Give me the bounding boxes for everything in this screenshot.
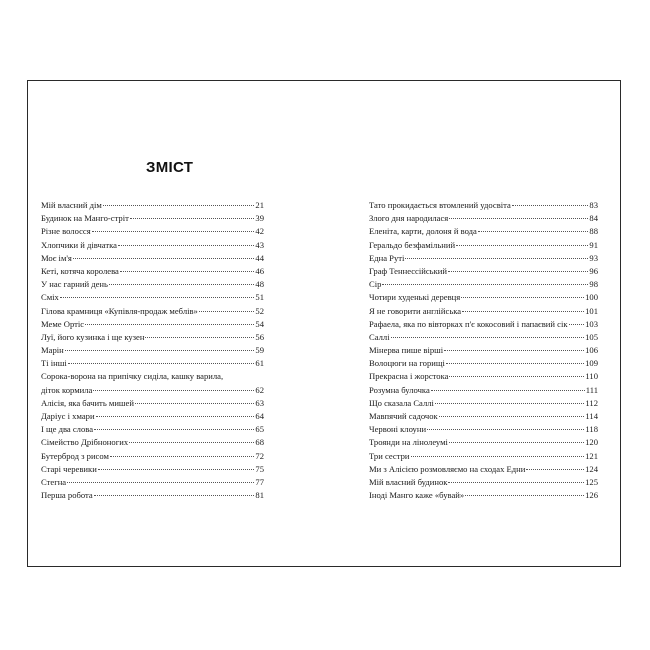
leader-dots bbox=[411, 456, 585, 457]
toc-entry bbox=[369, 397, 598, 410]
toc-entry-page: 62 bbox=[255, 384, 264, 395]
toc-entry-title: Чотири худенькі деревця bbox=[369, 292, 461, 303]
toc-entry bbox=[41, 225, 264, 238]
toc-entry bbox=[369, 278, 598, 291]
toc-entry-page: 42 bbox=[255, 226, 264, 237]
toc-entry-title: У нас гарний день bbox=[41, 279, 108, 290]
toc-entry-title: Една Руті bbox=[369, 252, 405, 263]
leader-dots bbox=[439, 416, 585, 417]
toc-entry bbox=[41, 199, 264, 212]
toc-entry bbox=[41, 291, 264, 304]
toc-entry-title: Червоні клоуни bbox=[369, 424, 427, 435]
toc-entry bbox=[41, 423, 264, 436]
toc-entry bbox=[41, 344, 264, 357]
toc-entry-title: Будинок на Манго-стріт bbox=[41, 213, 129, 224]
toc-entry bbox=[41, 252, 264, 265]
toc-entry-title: Рафаела, яка по вівторках п'є кокосовий і папаєвий сік bbox=[369, 318, 568, 329]
toc-entry-page: 120 bbox=[585, 437, 598, 448]
toc-entry bbox=[369, 423, 598, 436]
leader-dots bbox=[120, 271, 255, 272]
leader-dots bbox=[444, 350, 584, 351]
toc-entry-page: 126 bbox=[585, 490, 598, 501]
leader-dots bbox=[85, 324, 254, 325]
toc-entry bbox=[369, 476, 598, 489]
toc-entry-page: 83 bbox=[589, 200, 598, 210]
leader-dots bbox=[92, 231, 255, 232]
toc-entry-title: Геральдо безфамільний bbox=[369, 239, 456, 250]
toc-entry-title: Злого дня народилася bbox=[369, 213, 449, 224]
toc-entry bbox=[369, 265, 598, 278]
toc-entry-page: 43 bbox=[255, 239, 264, 250]
toc-entry-title: Мій власний будинок bbox=[369, 476, 448, 487]
toc-entry-page: 101 bbox=[585, 305, 598, 316]
toc-entry bbox=[41, 357, 264, 370]
leader-dots bbox=[60, 297, 255, 298]
toc-entry-title: Волоцюги на горищі bbox=[369, 358, 445, 369]
leader-dots bbox=[94, 495, 255, 496]
toc-entry bbox=[41, 410, 264, 423]
leader-dots bbox=[449, 218, 588, 219]
toc-entry-title-continued: діток кормила bbox=[41, 384, 93, 395]
toc-entry bbox=[41, 239, 264, 252]
leader-dots bbox=[73, 258, 255, 259]
toc-entry bbox=[41, 436, 264, 449]
toc-entry-title: Сір bbox=[369, 279, 382, 290]
leader-dots bbox=[382, 284, 588, 285]
toc-entry-page: 88 bbox=[589, 226, 598, 237]
toc-entry bbox=[369, 450, 598, 463]
toc-entry bbox=[369, 318, 598, 331]
toc-entry-page: 46 bbox=[255, 265, 264, 276]
toc-entry bbox=[41, 305, 264, 318]
toc-entry bbox=[369, 212, 598, 225]
toc-entry bbox=[41, 450, 264, 463]
toc-entry bbox=[369, 239, 598, 252]
toc-entry-title: Сорока-ворона на припічку сиділа, кашку варила, bbox=[41, 371, 224, 382]
leader-dots bbox=[135, 403, 254, 404]
toc-entry-page: 21 bbox=[255, 200, 264, 210]
toc-entry-page: 96 bbox=[589, 265, 598, 276]
toc-entry-page: 48 bbox=[255, 279, 264, 290]
toc-entry-page: 124 bbox=[585, 463, 598, 474]
toc-entry-page: 98 bbox=[589, 279, 598, 290]
toc-entry-title: Хлопчики й дівчатка bbox=[41, 239, 118, 250]
toc-entry-page: 125 bbox=[585, 476, 598, 487]
leader-dots bbox=[449, 376, 584, 377]
leader-dots bbox=[110, 456, 254, 457]
toc-entry-title: Гілова крамниця «Купівля-продаж меблів» bbox=[41, 305, 198, 316]
toc-entry-title: Тато прокидається втомлений удосвіта bbox=[369, 200, 511, 210]
toc-entry-page: 39 bbox=[255, 213, 264, 224]
toc-entry-page: 65 bbox=[255, 424, 264, 435]
leader-dots bbox=[448, 271, 588, 272]
toc-entry bbox=[41, 489, 264, 502]
toc-entry-page: 105 bbox=[585, 331, 598, 342]
toc-entry bbox=[369, 344, 598, 357]
toc-entry-title: Стегна bbox=[41, 476, 67, 487]
toc-entry-title: Перша робота bbox=[41, 490, 93, 501]
toc-entry-page: 52 bbox=[255, 305, 264, 316]
toc-column-right bbox=[369, 199, 598, 502]
toc-entry bbox=[369, 436, 598, 449]
toc-entry-page: 121 bbox=[585, 450, 598, 461]
leader-dots bbox=[96, 416, 255, 417]
leader-dots bbox=[103, 205, 255, 206]
toc-entry-title: Старі черевики bbox=[41, 463, 97, 474]
toc-entry-title: Сміх bbox=[41, 292, 59, 303]
toc-entry bbox=[41, 318, 264, 331]
toc-entry-title: Прекрасна і жорстока bbox=[369, 371, 449, 382]
toc-entry-title: Троянди на лінолеумі bbox=[369, 437, 448, 448]
leader-dots bbox=[130, 218, 255, 219]
toc-entry bbox=[41, 212, 264, 225]
toc-entry bbox=[369, 357, 598, 370]
toc-entry-page: 72 bbox=[255, 450, 264, 461]
leader-dots bbox=[569, 324, 585, 325]
toc-entry bbox=[369, 199, 598, 212]
leader-dots bbox=[462, 311, 584, 312]
leader-dots bbox=[456, 245, 588, 246]
toc-entry bbox=[41, 397, 264, 410]
leader-dots bbox=[67, 482, 254, 483]
toc-entry-title: Граф Теннессійський bbox=[369, 265, 447, 276]
toc-entry-page: 118 bbox=[585, 424, 598, 435]
toc-entry-title: Ми з Алісією розмовляємо на сходах Едни bbox=[369, 463, 526, 474]
toc-entry bbox=[41, 265, 264, 278]
leader-dots bbox=[68, 363, 255, 364]
toc-entry-page: 111 bbox=[585, 384, 598, 395]
toc-entry-page: 63 bbox=[255, 397, 264, 408]
toc-entry-title: Мінерва пише вірші bbox=[369, 345, 444, 356]
toc-entry bbox=[369, 305, 598, 318]
leader-dots bbox=[435, 403, 585, 404]
toc-entry-page: 77 bbox=[255, 476, 264, 487]
toc-entry-page: 59 bbox=[255, 345, 264, 356]
leader-dots bbox=[129, 442, 254, 443]
toc-entry-page: 112 bbox=[585, 397, 598, 408]
toc-entry-title: Що сказала Саллі bbox=[369, 397, 434, 408]
toc-entry-title: Розумна булочка bbox=[369, 384, 430, 395]
toc-entry-page: 61 bbox=[255, 358, 264, 369]
toc-entry-page: 103 bbox=[585, 318, 598, 329]
toc-entry-title: І ще два слова bbox=[41, 424, 94, 435]
leader-dots bbox=[199, 311, 255, 312]
toc-entry bbox=[41, 476, 264, 489]
toc-entry bbox=[369, 252, 598, 265]
toc-entry-page: 84 bbox=[589, 213, 598, 224]
leader-dots bbox=[93, 390, 254, 391]
toc-entry-title: Мавпячий садочок bbox=[369, 411, 438, 421]
toc-entry-page: 64 bbox=[255, 411, 264, 421]
toc-entry-title: Даріус і хмари bbox=[41, 411, 95, 421]
toc-entry bbox=[41, 278, 264, 291]
toc-entry-page: 114 bbox=[585, 411, 598, 421]
toc-entry-title: Іноді Манго каже «бувай» bbox=[369, 490, 465, 501]
toc-entry bbox=[41, 370, 264, 396]
toc-entry-title: Ті інші bbox=[41, 358, 67, 369]
toc-heading: ЗМІСТ bbox=[146, 159, 194, 176]
leader-dots bbox=[461, 297, 584, 298]
toc-entry-page: 91 bbox=[589, 239, 598, 250]
toc-entry-title: Алісія, яка бачить мишей bbox=[41, 397, 134, 408]
toc-entry bbox=[369, 384, 598, 397]
toc-entry bbox=[41, 331, 264, 344]
toc-entry-page: 68 bbox=[255, 437, 264, 448]
leader-dots bbox=[449, 442, 584, 443]
toc-entry bbox=[369, 489, 598, 502]
leader-dots bbox=[145, 337, 254, 338]
toc-entry bbox=[369, 331, 598, 344]
toc-entry-title: Бутерброд з рисом bbox=[41, 450, 109, 461]
toc-entry-page: 54 bbox=[255, 318, 264, 329]
toc-entry-title: Саллі bbox=[369, 331, 390, 342]
toc-entry-page: 93 bbox=[589, 252, 598, 263]
toc-entry-page: 44 bbox=[255, 252, 264, 263]
toc-entry-title: Три сестри bbox=[369, 450, 410, 461]
leader-dots bbox=[446, 363, 584, 364]
toc-entry-title: Марін bbox=[41, 345, 64, 356]
toc-entry-page: 106 bbox=[585, 345, 598, 356]
leader-dots bbox=[427, 429, 584, 430]
toc-entry-title: Мій власний дім bbox=[41, 200, 102, 210]
toc-entry-title: Меме Ортіс bbox=[41, 318, 85, 329]
leader-dots bbox=[109, 284, 255, 285]
leader-dots bbox=[478, 231, 589, 232]
leader-dots bbox=[94, 429, 254, 430]
leader-dots bbox=[448, 482, 584, 483]
leader-dots bbox=[118, 245, 254, 246]
toc-entry-page: 51 bbox=[255, 292, 264, 303]
toc-entry-title: Луї, його кузинка і ще кузен bbox=[41, 331, 145, 342]
toc-entry-page: 100 bbox=[585, 292, 598, 303]
toc-entry bbox=[369, 463, 598, 476]
leader-dots bbox=[65, 350, 255, 351]
leader-dots bbox=[391, 337, 585, 338]
toc-entry-page: 110 bbox=[585, 371, 598, 382]
toc-entry bbox=[369, 291, 598, 304]
toc-entry bbox=[41, 463, 264, 476]
leader-dots bbox=[98, 469, 255, 470]
toc-entry-title: Я не говорити англійська bbox=[369, 305, 462, 316]
leader-dots bbox=[512, 205, 589, 206]
toc-entry-title: Моє ім'я bbox=[41, 252, 72, 263]
leader-dots bbox=[526, 469, 584, 470]
toc-entry-title: Різне волосся bbox=[41, 226, 91, 237]
toc-entry-page: 56 bbox=[255, 331, 264, 342]
leader-dots bbox=[465, 495, 584, 496]
leader-dots bbox=[405, 258, 588, 259]
toc-entry-page: 81 bbox=[255, 490, 264, 501]
toc-entry-title: Кеті, котяча королева bbox=[41, 265, 119, 276]
toc-column-left bbox=[41, 199, 264, 502]
toc-entry bbox=[369, 410, 598, 423]
toc-entry-title: Еленіта, карти, долоня й вода bbox=[369, 226, 477, 237]
toc-entry-title: Сімейство Дрібноногих bbox=[41, 437, 129, 448]
leader-dots bbox=[431, 390, 585, 391]
toc-entry bbox=[369, 370, 598, 383]
toc-entry-page: 109 bbox=[585, 358, 598, 369]
toc-entry-page: 75 bbox=[255, 463, 264, 474]
toc-entry bbox=[369, 225, 598, 238]
